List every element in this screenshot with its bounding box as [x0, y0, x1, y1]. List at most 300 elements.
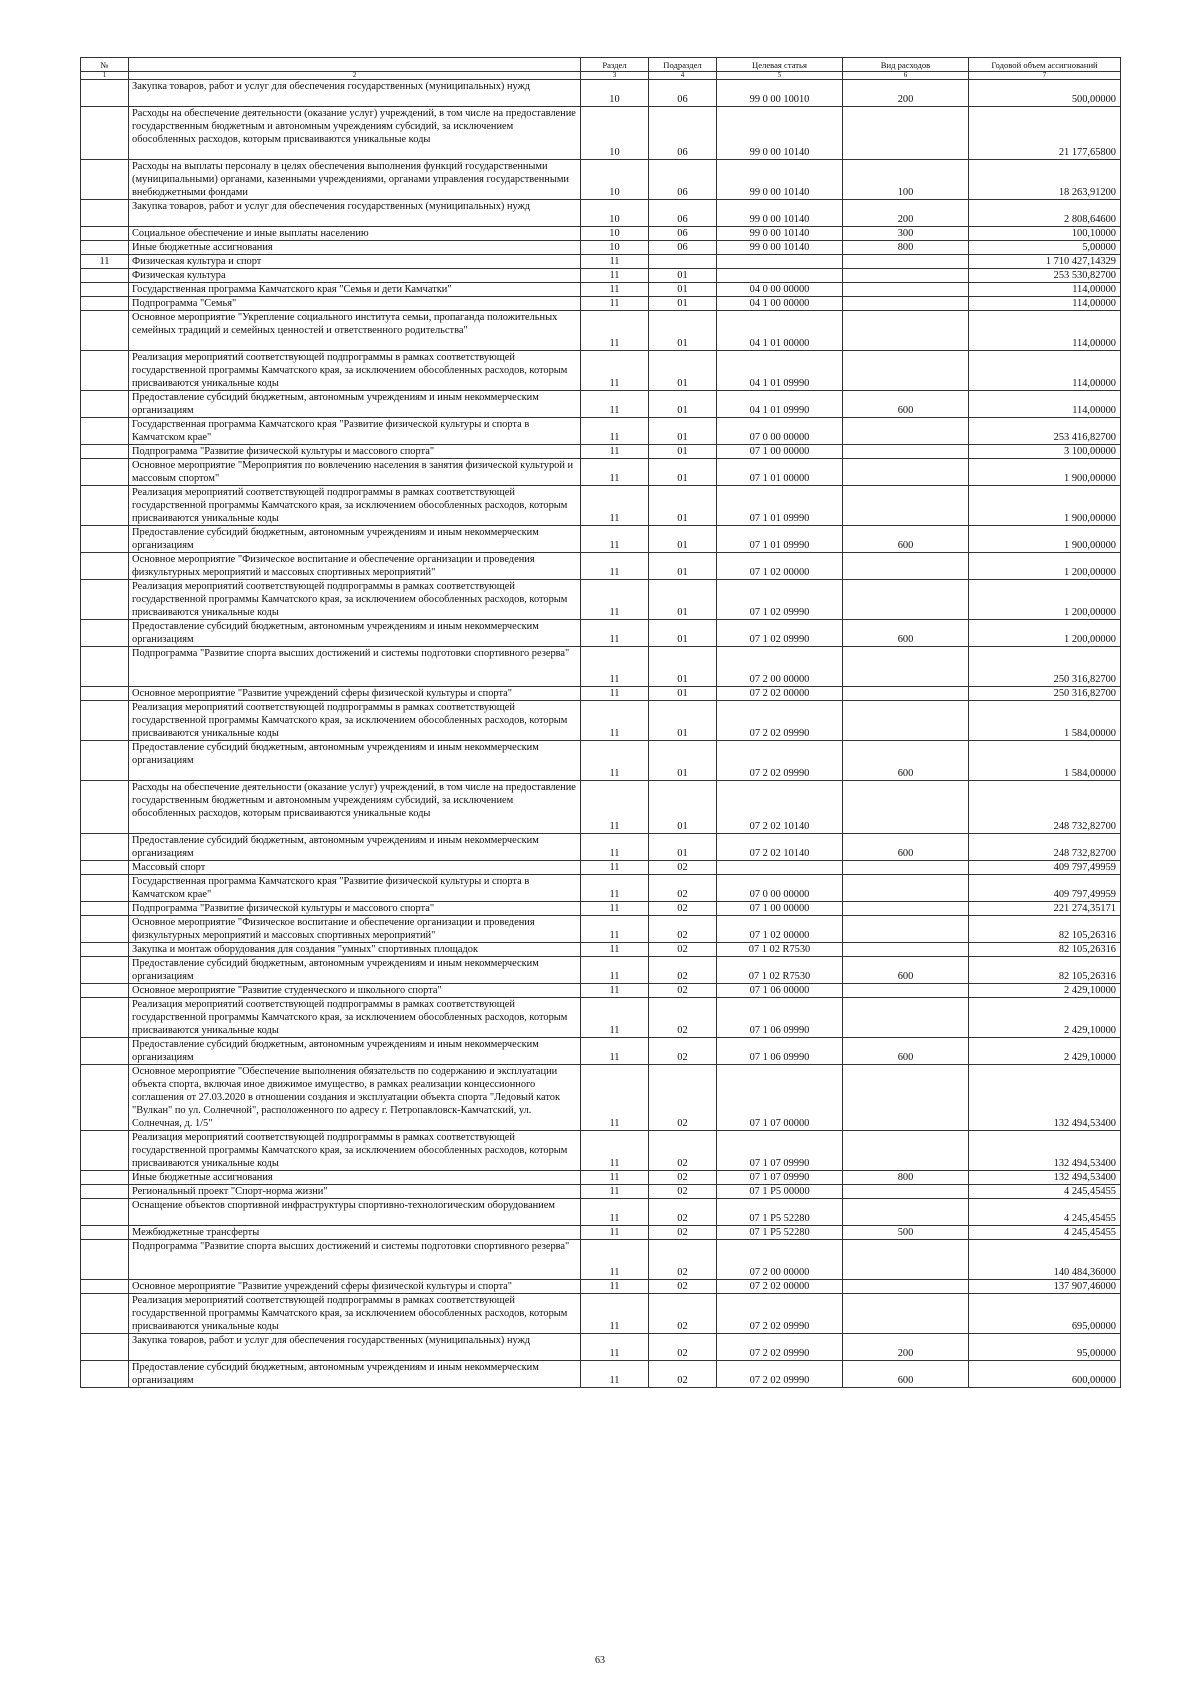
row-name: Предоставление субсидий бюджетным, автономным учреждениям и иным некоммерческим организациям [129, 391, 581, 418]
row-podrazdel: 02 [649, 1171, 717, 1185]
row-expense-type [843, 647, 969, 687]
row-razdel: 11 [581, 1171, 649, 1185]
table-row [81, 80, 1121, 107]
row-expense-type [843, 902, 969, 916]
row-amount: 250 316,82700 [969, 647, 1121, 687]
row-amount: 137 907,46000 [969, 1280, 1121, 1294]
row-number [81, 781, 129, 834]
row-razdel: 11 [581, 1280, 649, 1294]
row-target-article: 07 1 01 09990 [717, 486, 843, 526]
row-expense-type [843, 269, 969, 283]
row-razdel: 11 [581, 620, 649, 647]
row-razdel: 11 [581, 459, 649, 486]
row-amount: 82 105,26316 [969, 957, 1121, 984]
row-target-article: 04 1 01 00000 [717, 311, 843, 351]
column-number: 5 [717, 72, 843, 80]
row-podrazdel: 06 [649, 80, 717, 107]
row-name: Подпрограмма "Развитие физической культуры и массового спорта" [129, 902, 581, 916]
row-target-article: 04 1 01 09990 [717, 351, 843, 391]
row-podrazdel: 01 [649, 526, 717, 553]
table-row [81, 1131, 1121, 1171]
row-name: Региональный проект "Спорт-норма жизни" [129, 1185, 581, 1199]
row-razdel: 10 [581, 80, 649, 107]
row-number [81, 200, 129, 227]
row-target-article: 07 2 02 09990 [717, 701, 843, 741]
row-amount: 140 484,36000 [969, 1240, 1121, 1280]
row-number [81, 311, 129, 351]
row-number [81, 160, 129, 200]
table-row [81, 1280, 1121, 1294]
row-target-article [717, 255, 843, 269]
header-expense-type: Вид расходов [843, 58, 969, 72]
column-number: 7 [969, 72, 1121, 80]
row-expense-type [843, 1131, 969, 1171]
row-name: Основное мероприятие "Развитие студенческого и школьного спорта" [129, 984, 581, 998]
row-target-article: 99 0 00 10140 [717, 107, 843, 160]
row-razdel: 11 [581, 998, 649, 1038]
header-target-article: Целевая статья [717, 58, 843, 72]
row-razdel: 11 [581, 1240, 649, 1280]
row-name: Оснащение объектов спортивной инфраструктуры спортивно-технологическим оборудованием [129, 1199, 581, 1226]
row-number [81, 580, 129, 620]
row-number [81, 741, 129, 781]
table-row [81, 445, 1121, 459]
row-name: Расходы на обеспечение деятельности (оказание услуг) учреждений, в том числе на предоставление государственным бюджетным и автономным учреждениям субсидий, за исключением обособленных расходов, которым присваиваются уникальные коды [129, 107, 581, 160]
table-row [81, 1171, 1121, 1185]
row-podrazdel: 01 [649, 459, 717, 486]
page-number: 63 [595, 1655, 605, 1666]
row-target-article: 07 1 00 00000 [717, 445, 843, 459]
row-number [81, 647, 129, 687]
table-row [81, 1065, 1121, 1131]
row-podrazdel: 02 [649, 861, 717, 875]
table-row [81, 1334, 1121, 1361]
row-amount: 600,00000 [969, 1361, 1121, 1388]
row-number [81, 1294, 129, 1334]
row-podrazdel: 01 [649, 741, 717, 781]
row-name: Иные бюджетные ассигнования [129, 1171, 581, 1185]
table-row [81, 861, 1121, 875]
row-number [81, 1038, 129, 1065]
row-amount: 1 900,00000 [969, 459, 1121, 486]
row-name: Расходы на выплаты персоналу в целях обеспечения выполнения функций государственными (муниципальными) органами, казенными учреждениями, органами управления государственными внебюджетными фондами [129, 160, 581, 200]
row-expense-type [843, 701, 969, 741]
row-target-article: 07 1 P5 52280 [717, 1199, 843, 1226]
row-podrazdel: 02 [649, 1361, 717, 1388]
row-amount: 1 584,00000 [969, 701, 1121, 741]
row-expense-type [843, 916, 969, 943]
header-no: № [81, 58, 129, 72]
row-name: Реализация мероприятий соответствующей подпрограммы в рамках соответствующей государственной программы Камчатского края, за исключением обособленных расходов, которым присваиваются уникальные коды [129, 486, 581, 526]
row-amount: 132 494,53400 [969, 1171, 1121, 1185]
row-expense-type [843, 1199, 969, 1226]
row-name: Предоставление субсидий бюджетным, автономным учреждениям и иным некоммерческим организациям [129, 834, 581, 861]
row-expense-type [843, 984, 969, 998]
row-target-article: 07 1 P5 52280 [717, 1226, 843, 1240]
row-amount: 1 900,00000 [969, 526, 1121, 553]
row-amount: 1 200,00000 [969, 580, 1121, 620]
row-podrazdel: 02 [649, 1280, 717, 1294]
row-expense-type [843, 283, 969, 297]
row-target-article: 07 2 00 00000 [717, 1240, 843, 1280]
row-name: Основное мероприятие "Обеспечение выполнения обязательств по содержанию и эксплуатации объекта спорта, включая иное движимое имущество, в рамках реализации концессионного соглашения от 27.03.2020 в отношении создания и эксплуатации объекта спорта "Ледовый каток "Вулкан" по ул. Солнечной", расположенного по адресу г. Петропавловск-Камчатский, ул. Солнечная, д. 1/5" [129, 1065, 581, 1131]
row-number [81, 861, 129, 875]
row-name: Подпрограмма "Развитие физической культуры и массового спорта" [129, 445, 581, 459]
row-expense-type [843, 107, 969, 160]
row-target-article: 07 1 06 09990 [717, 998, 843, 1038]
row-target-article: 04 1 00 00000 [717, 297, 843, 311]
header-razdel: Раздел [581, 58, 649, 72]
row-expense-type [843, 580, 969, 620]
row-name: Предоставление субсидий бюджетным, автономным учреждениям и иным некоммерческим организациям [129, 620, 581, 647]
table-row [81, 391, 1121, 418]
row-podrazdel: 02 [649, 875, 717, 902]
row-podrazdel: 02 [649, 1199, 717, 1226]
row-amount: 82 105,26316 [969, 916, 1121, 943]
row-podrazdel: 01 [649, 687, 717, 701]
row-expense-type: 300 [843, 227, 969, 241]
row-amount: 2 429,10000 [969, 998, 1121, 1038]
row-razdel: 11 [581, 255, 649, 269]
row-number [81, 1226, 129, 1240]
row-number [81, 943, 129, 957]
table-row [81, 647, 1121, 687]
row-razdel: 11 [581, 1065, 649, 1131]
row-amount: 5,00000 [969, 241, 1121, 255]
row-number [81, 1361, 129, 1388]
table-row [81, 311, 1121, 351]
row-amount: 114,00000 [969, 391, 1121, 418]
row-podrazdel [649, 255, 717, 269]
row-amount: 2 429,10000 [969, 984, 1121, 998]
table-body [81, 80, 1121, 1388]
row-razdel: 11 [581, 311, 649, 351]
row-number [81, 620, 129, 647]
row-target-article: 07 2 02 00000 [717, 1280, 843, 1294]
row-expense-type [843, 875, 969, 902]
row-name: Государственная программа Камчатского края "Семья и дети Камчатки" [129, 283, 581, 297]
row-razdel: 11 [581, 1199, 649, 1226]
row-amount: 114,00000 [969, 297, 1121, 311]
row-expense-type [843, 1240, 969, 1280]
table-row [81, 781, 1121, 834]
row-number [81, 1185, 129, 1199]
row-expense-type: 200 [843, 1334, 969, 1361]
row-target-article: 07 2 00 00000 [717, 647, 843, 687]
table-row [81, 1294, 1121, 1334]
table-row [81, 1240, 1121, 1280]
row-name: Реализация мероприятий соответствующей подпрограммы в рамках соответствующей государственной программы Камчатского края, за исключением обособленных расходов, которым присваиваются уникальные коды [129, 701, 581, 741]
row-target-article: 07 1 06 09990 [717, 1038, 843, 1065]
row-name: Подпрограмма "Развитие спорта высших достижений и системы подготовки спортивного резерва" [129, 647, 581, 687]
row-name: Иные бюджетные ассигнования [129, 241, 581, 255]
row-razdel: 11 [581, 351, 649, 391]
row-razdel: 10 [581, 227, 649, 241]
column-number: 4 [649, 72, 717, 80]
row-amount: 132 494,53400 [969, 1131, 1121, 1171]
table-row [81, 107, 1121, 160]
row-amount: 409 797,49959 [969, 875, 1121, 902]
row-expense-type: 200 [843, 200, 969, 227]
row-number [81, 297, 129, 311]
row-amount: 2 808,64600 [969, 200, 1121, 227]
row-razdel: 11 [581, 553, 649, 580]
row-expense-type [843, 459, 969, 486]
row-razdel: 11 [581, 1294, 649, 1334]
row-razdel: 11 [581, 875, 649, 902]
table-row [81, 283, 1121, 297]
row-podrazdel: 02 [649, 1334, 717, 1361]
row-number [81, 486, 129, 526]
row-expense-type: 600 [843, 526, 969, 553]
row-expense-type [843, 943, 969, 957]
row-target-article: 99 0 00 10140 [717, 200, 843, 227]
row-razdel: 11 [581, 687, 649, 701]
row-podrazdel: 01 [649, 781, 717, 834]
row-razdel: 11 [581, 526, 649, 553]
row-target-article: 07 1 P5 00000 [717, 1185, 843, 1199]
row-podrazdel: 01 [649, 620, 717, 647]
row-expense-type [843, 687, 969, 701]
row-expense-type: 600 [843, 620, 969, 647]
row-target-article: 07 1 02 R7530 [717, 943, 843, 957]
row-razdel: 11 [581, 283, 649, 297]
row-podrazdel: 02 [649, 998, 717, 1038]
table-row [81, 687, 1121, 701]
row-podrazdel: 06 [649, 107, 717, 160]
row-name: Реализация мероприятий соответствующей подпрограммы в рамках соответствующей государственной программы Камчатского края, за исключением обособленных расходов, которым присваиваются уникальные коды [129, 580, 581, 620]
row-target-article: 07 2 02 09990 [717, 1361, 843, 1388]
row-number [81, 998, 129, 1038]
row-target-article: 07 2 02 09990 [717, 741, 843, 781]
row-target-article: 07 1 02 00000 [717, 553, 843, 580]
row-razdel: 11 [581, 834, 649, 861]
row-amount: 21 177,65800 [969, 107, 1121, 160]
row-number [81, 687, 129, 701]
row-podrazdel: 02 [649, 1131, 717, 1171]
budget-table [80, 57, 1121, 1388]
row-amount: 248 732,82700 [969, 834, 1121, 861]
row-number [81, 1171, 129, 1185]
row-target-article: 07 1 07 09990 [717, 1131, 843, 1171]
row-amount: 1 200,00000 [969, 553, 1121, 580]
row-number [81, 902, 129, 916]
row-number [81, 1199, 129, 1226]
row-podrazdel: 01 [649, 283, 717, 297]
row-razdel: 11 [581, 1334, 649, 1361]
table-row [81, 1185, 1121, 1199]
row-razdel: 11 [581, 741, 649, 781]
row-target-article: 07 1 02 R7530 [717, 957, 843, 984]
table-row [81, 526, 1121, 553]
budget-table-sheet [80, 57, 1120, 1388]
row-target-article: 07 2 02 10140 [717, 834, 843, 861]
row-name: Закупка товаров, работ и услуг для обеспечения государственных (муниципальных) нужд [129, 1334, 581, 1361]
row-expense-type: 600 [843, 957, 969, 984]
column-number: 6 [843, 72, 969, 80]
row-podrazdel: 02 [649, 1240, 717, 1280]
row-amount: 2 429,10000 [969, 1038, 1121, 1065]
row-target-article: 07 1 01 09990 [717, 526, 843, 553]
table-column-numbers-row [81, 72, 1121, 80]
row-podrazdel: 01 [649, 391, 717, 418]
row-number [81, 1065, 129, 1131]
row-razdel: 11 [581, 1038, 649, 1065]
row-razdel: 11 [581, 269, 649, 283]
table-header-row [81, 58, 1121, 72]
row-expense-type: 600 [843, 741, 969, 781]
row-name: Предоставление субсидий бюджетным, автономным учреждениям и иным некоммерческим организациям [129, 957, 581, 984]
table-row [81, 943, 1121, 957]
row-target-article: 07 2 02 00000 [717, 687, 843, 701]
row-amount: 1 584,00000 [969, 741, 1121, 781]
row-amount: 4 245,45455 [969, 1185, 1121, 1199]
row-expense-type: 800 [843, 241, 969, 255]
row-name: Социальное обеспечение и иные выплаты населению [129, 227, 581, 241]
row-number [81, 418, 129, 445]
row-amount: 695,00000 [969, 1294, 1121, 1334]
row-podrazdel: 01 [649, 486, 717, 526]
row-number [81, 391, 129, 418]
row-podrazdel: 02 [649, 1294, 717, 1334]
row-target-article: 07 1 06 00000 [717, 984, 843, 998]
row-name: Реализация мероприятий соответствующей подпрограммы в рамках соответствующей государственной программы Камчатского края, за исключением обособленных расходов, которым присваиваются уникальные коды [129, 998, 581, 1038]
row-name: Основное мероприятие "Укрепление социального института семьи, пропаганда положительных семейных традиций и семейных ценностей и ответственного родительства" [129, 311, 581, 351]
row-amount: 114,00000 [969, 283, 1121, 297]
row-target-article: 04 0 00 00000 [717, 283, 843, 297]
row-name: Реализация мероприятий соответствующей подпрограммы в рамках соответствующей государственной программы Камчатского края, за исключением обособленных расходов, которым присваиваются уникальные коды [129, 1294, 581, 1334]
row-number [81, 916, 129, 943]
row-name: Закупка товаров, работ и услуг для обеспечения государственных (муниципальных) нужд [129, 80, 581, 107]
row-name: Предоставление субсидий бюджетным, автономным учреждениям и иным некоммерческим организациям [129, 1038, 581, 1065]
row-target-article: 07 0 00 00000 [717, 418, 843, 445]
table-row [81, 916, 1121, 943]
row-number [81, 459, 129, 486]
column-number: 2 [129, 72, 581, 80]
row-name: Межбюджетные трансферты [129, 1226, 581, 1240]
row-number [81, 283, 129, 297]
row-podrazdel: 02 [649, 916, 717, 943]
row-target-article: 07 1 07 09990 [717, 1171, 843, 1185]
row-expense-type [843, 861, 969, 875]
row-razdel: 10 [581, 200, 649, 227]
row-name: Предоставление субсидий бюджетным, автономным учреждениям и иным некоммерческим организациям [129, 741, 581, 781]
row-number [81, 526, 129, 553]
row-number [81, 1131, 129, 1171]
row-expense-type: 500 [843, 1226, 969, 1240]
row-razdel: 11 [581, 957, 649, 984]
row-target-article: 07 2 02 09990 [717, 1334, 843, 1361]
table-row [81, 998, 1121, 1038]
row-podrazdel: 01 [649, 269, 717, 283]
row-name: Основное мероприятие "Мероприятия по вовлечению населения в занятия физической культурой и массовым спортом" [129, 459, 581, 486]
table-row [81, 580, 1121, 620]
row-number [81, 834, 129, 861]
row-expense-type: 600 [843, 391, 969, 418]
row-razdel: 10 [581, 160, 649, 200]
row-amount: 221 274,35171 [969, 902, 1121, 916]
row-amount: 1 900,00000 [969, 486, 1121, 526]
row-target-article [717, 269, 843, 283]
row-number [81, 80, 129, 107]
row-target-article: 07 1 07 00000 [717, 1065, 843, 1131]
table-row [81, 834, 1121, 861]
row-name: Основное мероприятие "Физическое воспитание и обеспечение организации и проведения физкультурных мероприятий и массовых спортивных мероприятий" [129, 916, 581, 943]
row-name: Государственная программа Камчатского края "Развитие физической культуры и спорта в Камчатском крае" [129, 418, 581, 445]
table-row [81, 459, 1121, 486]
row-razdel: 11 [581, 391, 649, 418]
row-amount: 500,00000 [969, 80, 1121, 107]
row-amount: 114,00000 [969, 351, 1121, 391]
row-number [81, 553, 129, 580]
row-razdel: 11 [581, 861, 649, 875]
row-amount: 100,10000 [969, 227, 1121, 241]
row-podrazdel: 06 [649, 241, 717, 255]
row-amount: 253 530,82700 [969, 269, 1121, 283]
row-podrazdel: 06 [649, 200, 717, 227]
row-amount: 250 316,82700 [969, 687, 1121, 701]
row-amount: 18 263,91200 [969, 160, 1121, 200]
row-razdel: 11 [581, 1185, 649, 1199]
row-podrazdel: 02 [649, 1038, 717, 1065]
row-expense-type: 600 [843, 1038, 969, 1065]
row-target-article: 99 0 00 10010 [717, 80, 843, 107]
table-row [81, 701, 1121, 741]
row-target-article: 07 1 02 00000 [717, 916, 843, 943]
row-target-article [717, 861, 843, 875]
row-razdel: 11 [581, 943, 649, 957]
table-row [81, 741, 1121, 781]
row-podrazdel: 02 [649, 957, 717, 984]
row-expense-type: 100 [843, 160, 969, 200]
row-name: Государственная программа Камчатского края "Развитие физической культуры и спорта в Камчатском крае" [129, 875, 581, 902]
row-number [81, 984, 129, 998]
table-row [81, 200, 1121, 227]
row-podrazdel: 01 [649, 834, 717, 861]
row-expense-type: 600 [843, 834, 969, 861]
row-number [81, 241, 129, 255]
row-amount: 4 245,45455 [969, 1199, 1121, 1226]
header-annual-amount: Годовой объем ассигнований [969, 58, 1121, 72]
table-row [81, 418, 1121, 445]
row-number [81, 107, 129, 160]
row-razdel: 11 [581, 486, 649, 526]
row-amount: 82 105,26316 [969, 943, 1121, 957]
row-name: Закупка товаров, работ и услуг для обеспечения государственных (муниципальных) нужд [129, 200, 581, 227]
row-podrazdel: 01 [649, 445, 717, 459]
row-name: Подпрограмма "Развитие спорта высших достижений и системы подготовки спортивного резерва" [129, 1240, 581, 1280]
table-row [81, 902, 1121, 916]
row-razdel: 11 [581, 1226, 649, 1240]
row-razdel: 10 [581, 107, 649, 160]
row-razdel: 11 [581, 781, 649, 834]
row-podrazdel: 01 [649, 297, 717, 311]
row-target-article: 07 2 02 10140 [717, 781, 843, 834]
row-podrazdel: 02 [649, 1185, 717, 1199]
table-row [81, 241, 1121, 255]
table-row [81, 620, 1121, 647]
row-amount: 1 200,00000 [969, 620, 1121, 647]
row-amount: 132 494,53400 [969, 1065, 1121, 1131]
row-name: Основное мероприятие "Развитие учреждений сферы физической культуры и спорта" [129, 687, 581, 701]
row-podrazdel: 06 [649, 227, 717, 241]
row-number [81, 351, 129, 391]
table-row [81, 553, 1121, 580]
table-row [81, 1199, 1121, 1226]
row-expense-type [843, 553, 969, 580]
row-razdel: 11 [581, 984, 649, 998]
row-expense-type: 800 [843, 1171, 969, 1185]
